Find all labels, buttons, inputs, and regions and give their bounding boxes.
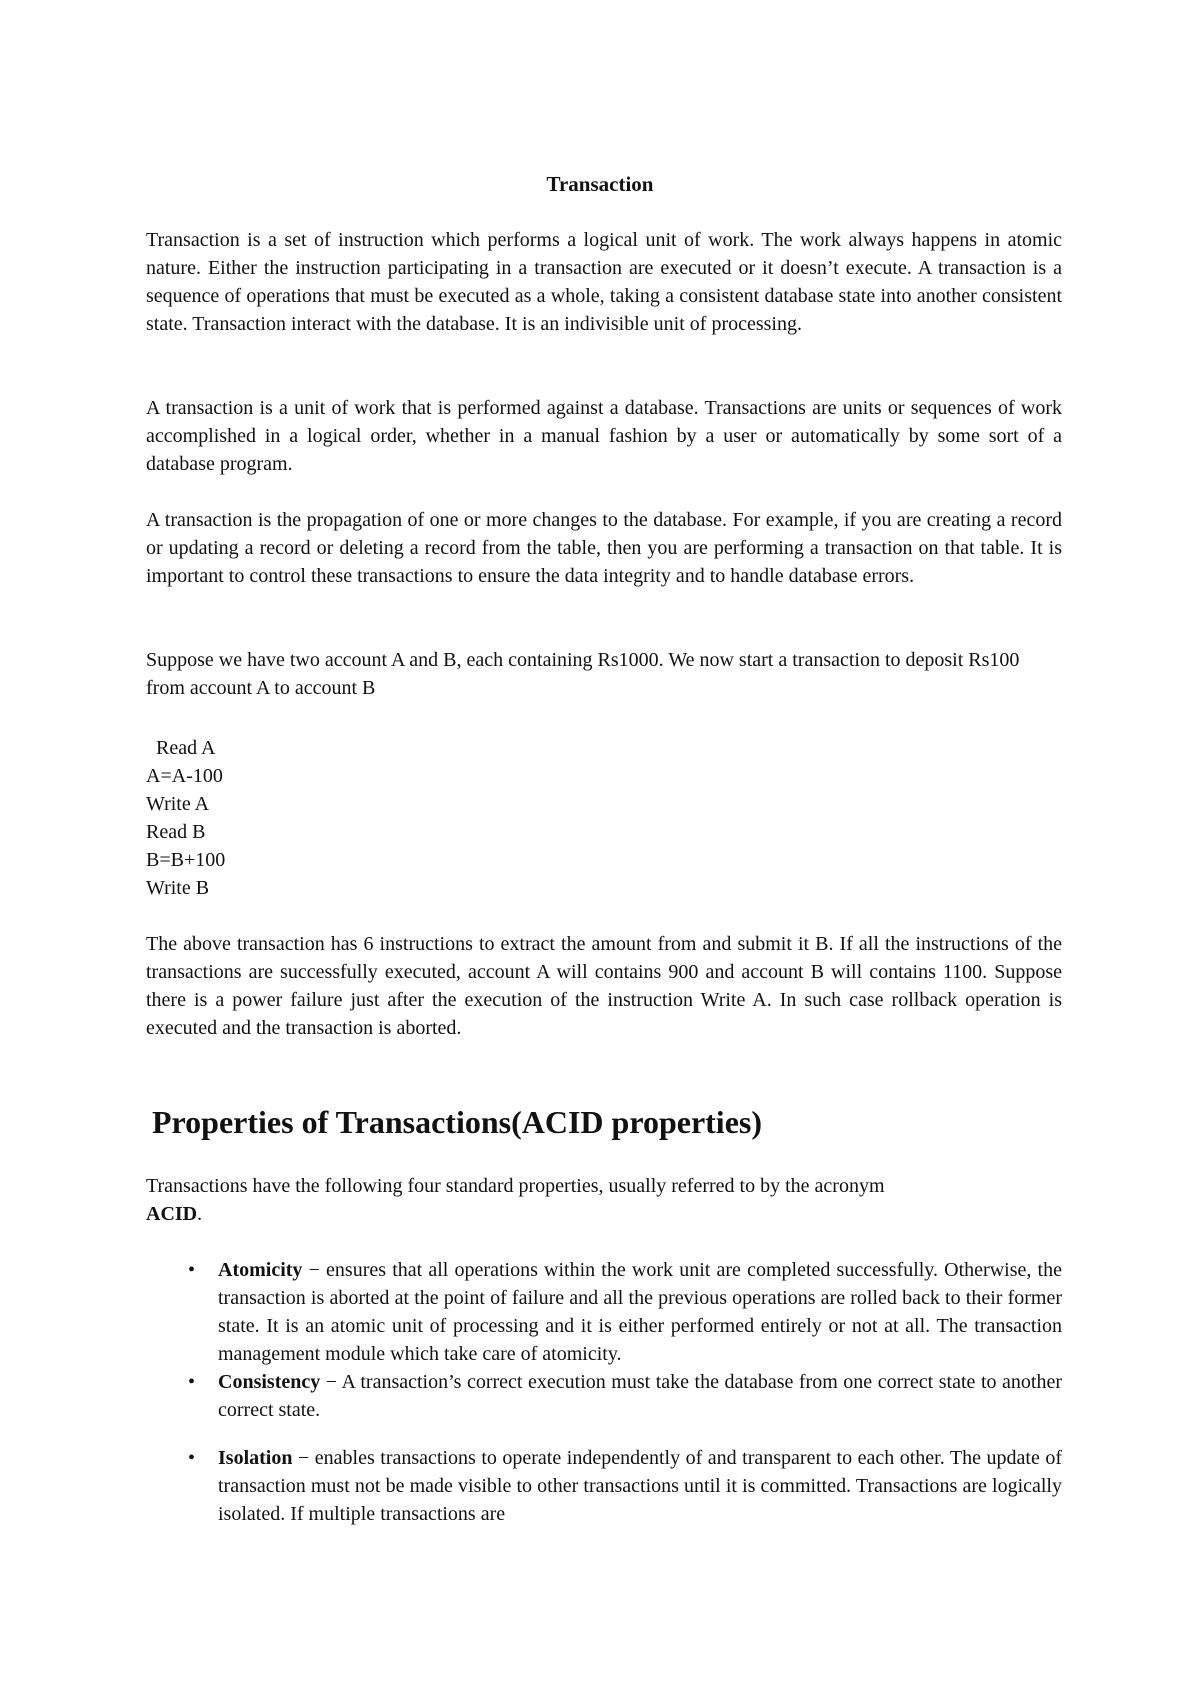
list-item	[146, 1256, 1062, 1368]
paragraph-definition: Transaction is a set of instruction which performs a logical unit of work. The work always happens in atomic nature. Either the instruction participating in a transaction are executed or it doesn’t execute. A transaction is a sequence of operations that must be executed as a whole, taking a consistent database state into another consistent state. Transaction interact with the database. It is an indivisible unit of processing.	[146, 229, 1062, 335]
property-term: Atomicity	[218, 1259, 303, 1281]
instruction-line: Read B	[146, 821, 206, 843]
bullet-icon: •	[188, 1447, 196, 1469]
instruction-line: Write B	[146, 877, 210, 899]
document-title: Transaction	[546, 172, 654, 196]
instruction-line: Read A	[146, 737, 216, 759]
property-description: − A transaction’s correct execution must take the database from one correct state to another correct state.	[218, 1371, 1062, 1421]
paragraph-propagation: A transaction is the propagation of one or more changes to the database. For example, if you are creating a record or updating a record or deleting a record from the table, then you are performing a transaction on that table. It is important to control these transactions to ensure the data integrity and to handle database errors.	[146, 509, 1062, 587]
acid-period: .	[197, 1203, 203, 1225]
property-term: Consistency	[218, 1371, 321, 1393]
instruction-line: A=A-100	[146, 765, 223, 787]
paragraph-unit-of-work: A transaction is a unit of work that is performed against a database. Transactions are units or sequences of work accomplished in a logical order, whether in a manual fashion by a user or automatically by some sort of a database program.	[146, 397, 1062, 475]
list-item	[146, 1444, 1062, 1528]
property-description: − enables transactions to operate independently of and transparent to each other. The update of transaction must not be made visible to other transactions until it is committed. Transactions are logically isolated. If multiple transactions are	[218, 1447, 1062, 1525]
paragraph-example-intro: Suppose we have two account A and B, each containing Rs1000. We now start a transaction to deposit Rs100 from account A to account B	[146, 649, 1020, 699]
instruction-list	[146, 734, 546, 902]
paragraph-acid-intro	[146, 1172, 1062, 1228]
bullet-icon: •	[188, 1259, 196, 1281]
acid-acronym: ACID	[146, 1203, 198, 1225]
acid-property-list	[146, 1256, 1062, 1528]
instruction-line: B=B+100	[146, 849, 226, 871]
instruction-line: Write A	[146, 793, 210, 815]
section-heading: Properties of Transactions(ACID properties)	[152, 1104, 762, 1140]
property-description: − ensures that all operations within the work unit are completed successfully. Otherwise, the transaction is aborted at the point of failure and all the previous operations are rolled back to their former state. It is an atomic unit of processing and it is either performed entirely or not at all. The transaction management module which take care of atomicity.	[218, 1259, 1062, 1365]
list-item	[146, 1368, 1062, 1424]
bullet-icon: •	[188, 1371, 196, 1393]
paragraph-explanation: The above transaction has 6 instructions to extract the amount from and submit it B. If all the instructions of the transactions are successfully executed, account A will contains 900 and account B will contains 1100. Suppose there is a power failure just after the execution of the instruction Write A. In such case rollback operation is executed and the transaction is aborted.	[146, 933, 1062, 1039]
property-term: Isolation	[218, 1447, 293, 1469]
acid-intro-text: Transactions have the following four standard properties, usually referred to by the acronym	[146, 1175, 885, 1197]
